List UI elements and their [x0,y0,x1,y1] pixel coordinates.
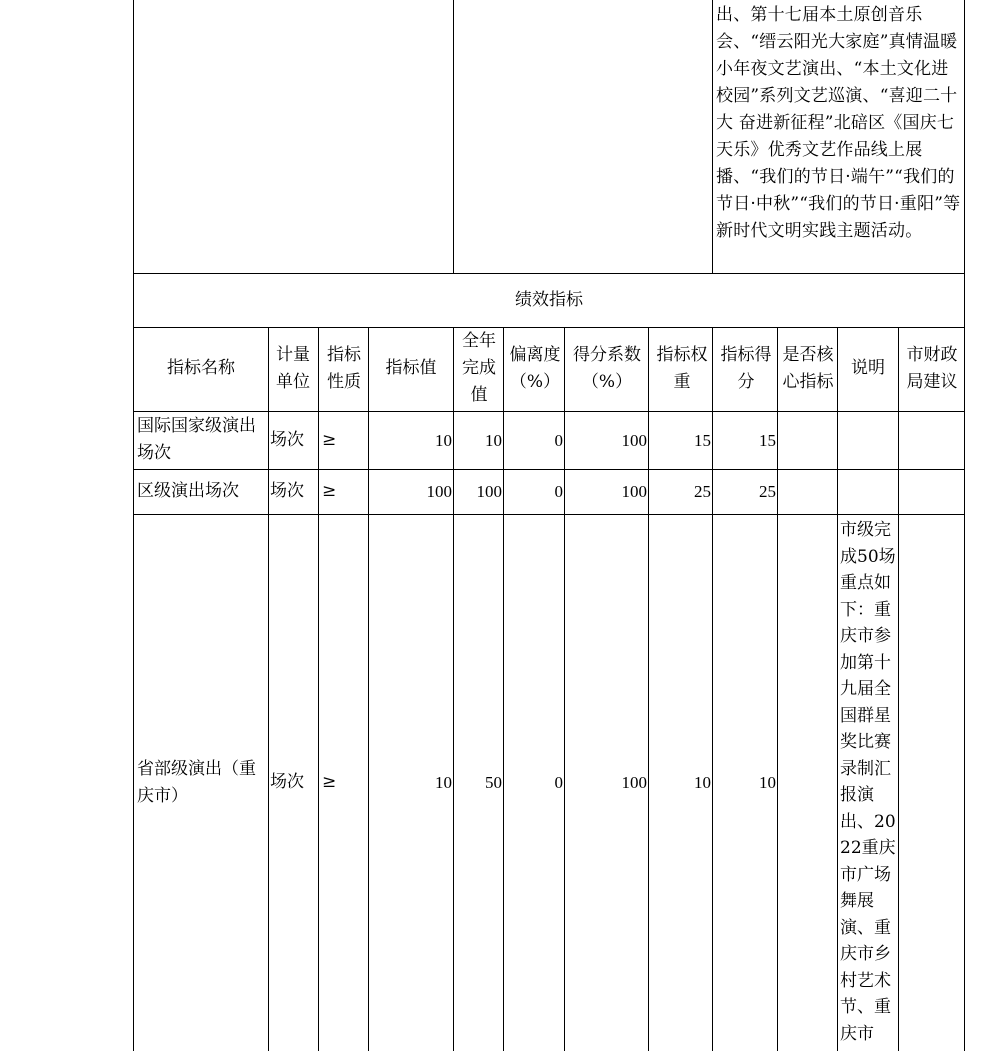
row2-weight: 25 [694,482,711,501]
row2-nature: ≥ [322,481,337,501]
header-nature: 指标性质 [327,345,361,392]
row3-target: 10 [435,773,452,792]
row1-coefficient: 100 [621,431,647,450]
header-target-value: 指标值 [385,358,437,378]
row2-score: 25 [759,482,776,501]
row2-target: 100 [426,482,452,501]
row2-indicator-name: 区级演出场次 [137,481,239,501]
header-deviation: 偏离度（%） [509,345,561,392]
row3-nature: ≥ [322,772,337,792]
row1-indicator-name: 国际国家级演出场次 [137,416,256,463]
section-title: 绩效指标 [515,290,583,310]
header-actual-value: 全年完成值 [462,331,496,405]
header-indicator-name: 指标名称 [167,358,235,378]
row1-unit: 场次 [270,430,304,450]
row3-actual: 50 [485,773,502,792]
row3-remark: 市级完成50场重点如下：重庆市参加第十九届全国群星奖比赛录制汇报演出、2022重庆市广场舞展演、重庆市乡村艺术节、重庆市 [840,520,896,1044]
row3-indicator-name: 省部级演出（重庆市） [137,759,256,806]
row3-score: 10 [759,773,776,792]
header-score-coefficient: 得分系数（%） [573,345,641,392]
header-finance-suggestion: 市财政局建议 [906,345,958,392]
header-weight: 指标权重 [656,345,708,392]
header-unit: 计量单位 [276,345,310,392]
row3-deviation: 0 [554,773,563,792]
header-core-indicator: 是否核心指标 [782,345,834,392]
row1-actual: 10 [485,431,502,450]
row3-weight: 10 [694,773,711,792]
header-remark: 说明 [851,358,885,378]
row2-unit: 场次 [270,481,304,501]
header-score: 指标得分 [720,345,772,392]
row1-deviation: 0 [554,431,563,450]
row1-score: 15 [759,431,776,450]
row1-weight: 15 [694,431,711,450]
row2-actual: 100 [476,482,502,501]
row1-target: 10 [435,431,452,450]
row1-nature: ≥ [322,430,337,450]
row3-coefficient: 100 [621,773,647,792]
continuation-text: 出、第十七届本土原创音乐会、“缙云阳光大家庭”真情温暖小年夜文艺演出、“本土文化进校园”系列文艺巡演、“喜迎二十大 奋进新征程”北碚区《国庆七天乐》优秀文艺作品线上展播、“我们的节日·端午”“我们的节日·中秋”“我们的节日·重阳”等新时代文明实践主题活动。 [716,5,961,241]
row2-coefficient: 100 [621,482,647,501]
row2-deviation: 0 [554,482,563,501]
row3-unit: 场次 [270,772,304,792]
